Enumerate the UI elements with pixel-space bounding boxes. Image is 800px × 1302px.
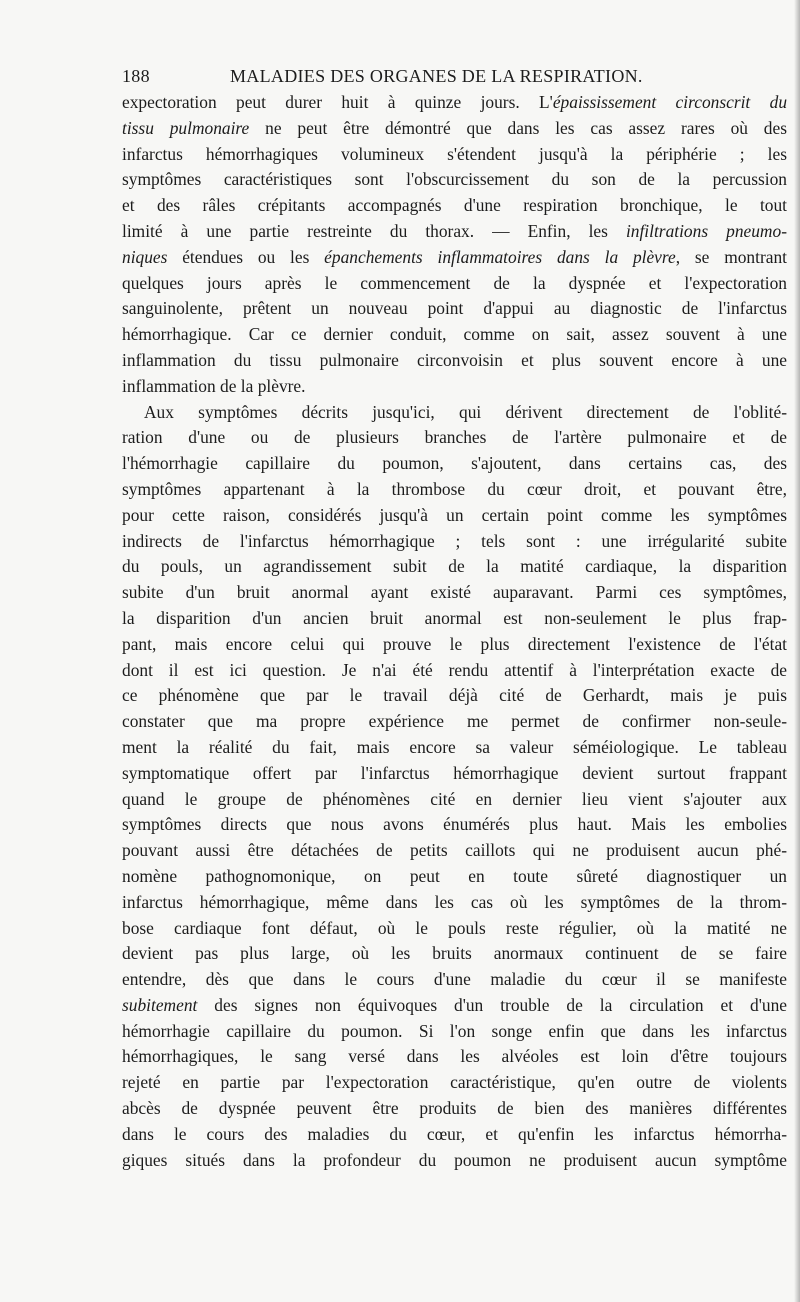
text-run: quand le groupe de phénomènes cité en dernier lieu vient s'ajouter aux xyxy=(122,788,787,809)
italic-text: tissu pulmonaire xyxy=(122,117,250,138)
text-line xyxy=(122,632,787,658)
text-run: symptômes caractéristiques sont l'obscurcissement du son de la percussion xyxy=(122,169,787,190)
text-run: du pouls, un agrandissement subit de la matité cardiaque, la disparition xyxy=(122,556,787,577)
text-run: pour cette raison, considérés jusqu'à un certain point comme les symptômes xyxy=(122,504,787,525)
text-run: ment la réalité du fait, mais encore sa valeur séméiologique. Le tableau xyxy=(122,736,787,757)
text-line xyxy=(122,322,787,348)
text-run: devient pas plus large, où les bruits anormaux continuent de se faire xyxy=(122,943,787,964)
text-line xyxy=(122,116,787,142)
running-title: MALADIES DES ORGANES DE LA RESPIRATION. xyxy=(230,66,643,86)
text-line xyxy=(122,606,787,632)
text-run: , se montrant xyxy=(675,246,787,267)
text-run: limité à une partie restreinte du thorax. — Enfin, les xyxy=(122,220,626,241)
italic-text: subitement xyxy=(122,994,198,1015)
text-line xyxy=(122,529,787,555)
text-run: quelques jours après le commencement de la dyspnée et l'expectoration xyxy=(122,272,787,293)
text-line xyxy=(122,219,787,245)
text-run: l'hémorrhagie capillaire du poumon, s'ajoutent, dans certains cas, des xyxy=(122,453,787,474)
text-line xyxy=(122,941,787,967)
text-run: giques situés dans la profondeur du poumon ne produisent aucun symptôme xyxy=(122,1149,787,1170)
text-run: des signes non équivoques d'un trouble de la circulation et d'une xyxy=(197,994,787,1015)
text-line xyxy=(122,1019,787,1045)
text-line xyxy=(122,580,787,606)
text-line xyxy=(122,503,787,529)
italic-text: niques xyxy=(122,246,168,267)
text-run: Aux symptômes décrits jusqu'ici, qui dérivent directement de l'oblité- xyxy=(144,401,787,422)
text-run: infarctus hémorrhagique, même dans les cas où les symptômes de la throm- xyxy=(122,891,787,912)
text-line xyxy=(122,271,787,297)
text-line xyxy=(122,967,787,993)
text-run: inflammation de la plèvre. xyxy=(122,375,306,396)
text-run: dont il est ici question. Je n'ai été rendu attentif à l'interprétation exacte de xyxy=(122,659,787,680)
text-line xyxy=(122,812,787,838)
text-line xyxy=(122,761,787,787)
text-run: ce phénomène que par le travail déjà cité de Gerhardt, mais je puis xyxy=(122,685,787,706)
text-line xyxy=(122,658,787,684)
text-line xyxy=(122,864,787,890)
text-run: et des râles crépitants accompagnés d'une respiration bronchique, le tout xyxy=(122,195,787,216)
text-line xyxy=(122,296,787,322)
text-line xyxy=(122,787,787,813)
text-line xyxy=(122,477,787,503)
text-line xyxy=(122,1122,787,1148)
text-run: symptômes appartenant à la thrombose du cœur droit, et pouvant être, xyxy=(122,478,787,499)
text-run: rejeté en partie par l'expectoration caractéristique, qu'en outre de violents xyxy=(122,1072,787,1093)
text-run: sanguinolente, prêtent un nouveau point d'appui au diagnostic de l'infarctus xyxy=(122,298,787,319)
text-run: inflammation du tissu pulmonaire circonvoisin et plus souvent encore à une xyxy=(122,349,787,370)
text-run: étendues ou les xyxy=(167,246,325,267)
text-line xyxy=(122,1096,787,1122)
text-line xyxy=(122,348,787,374)
text-run: entendre, dès que dans le cours d'une maladie du cœur il se manifeste xyxy=(122,969,787,990)
text-line xyxy=(122,890,787,916)
text-run: ne peut être démontré que dans les cas assez rares où des xyxy=(249,117,787,138)
text-line xyxy=(122,193,787,219)
page-edge-shadow xyxy=(794,0,800,1302)
text-line xyxy=(122,245,787,271)
text-run: symptômes directs que nous avons énumérés plus haut. Mais les embolies xyxy=(122,814,787,835)
text-line xyxy=(122,374,787,400)
text-line xyxy=(122,425,787,451)
text-run: pouvant aussi être détachées de petits caillots qui ne produisent aucun phé- xyxy=(122,840,787,861)
text-line xyxy=(122,916,787,942)
text-run: bose cardiaque font défaut, où le pouls reste régulier, où la matité ne xyxy=(122,917,787,938)
text-run: hémorrhagique. Car ce dernier conduit, comme on sait, assez souvent à une xyxy=(122,324,787,345)
page-number: 188 xyxy=(122,66,150,86)
text-line xyxy=(122,554,787,580)
text-run: infarctus hémorrhagiques volumineux s'étendent jusqu'à la périphérie ; les xyxy=(122,143,787,164)
text-line xyxy=(122,993,787,1019)
italic-text: épanchements inflammatoires dans la plèvre xyxy=(324,246,676,267)
text-run: dans le cours des maladies du cœur, et qu'enfin les infarctus hémorrha- xyxy=(122,1123,787,1144)
text-line xyxy=(122,451,787,477)
italic-text: épaississement circonscrit du xyxy=(552,92,788,112)
text-run: nomène pathognomonique, on peut en toute sûreté diagnostiquer un xyxy=(122,865,787,886)
text-run: hémorrhagie capillaire du poumon. Si l'on songe enfin que dans les infarctus xyxy=(122,1020,787,1041)
text-line xyxy=(122,1148,787,1174)
text-run: ration d'une ou de plusieurs branches de l'artère pulmonaire et de xyxy=(122,427,787,448)
text-run: pant, mais encore celui qui prouve le plus directement l'existence de l'état xyxy=(122,633,787,654)
text-run: constater que ma propre expérience me permet de confirmer non-seule- xyxy=(122,711,787,732)
text-line xyxy=(122,1070,787,1096)
text-run: la disparition d'un ancien bruit anormal est non-seulement le plus frap- xyxy=(122,607,787,628)
text-line xyxy=(122,709,787,735)
text-line xyxy=(122,90,787,116)
running-header xyxy=(122,66,722,88)
text-run: subite d'un bruit anormal ayant existé auparavant. Parmi ces symptômes, xyxy=(122,582,787,603)
text-run: expectoration peut durer huit à quinze jours. L' xyxy=(122,92,553,112)
body-text xyxy=(122,90,787,1173)
text-line xyxy=(122,167,787,193)
text-line xyxy=(122,735,787,761)
text-run: indirects de l'infarctus hémorrhagique ; tels sont : une irrégularité subite xyxy=(122,530,787,551)
text-line xyxy=(122,683,787,709)
text-line xyxy=(122,838,787,864)
text-line xyxy=(122,1044,787,1070)
text-run: abcès de dyspnée peuvent être produits de bien des manières différentes xyxy=(122,1098,787,1119)
italic-text: infiltrations pneumo- xyxy=(625,220,787,241)
text-run: hémorrhagiques, le sang versé dans les alvéoles est loin d'être toujours xyxy=(122,1046,787,1067)
text-line xyxy=(122,142,787,168)
text-run: symptomatique offert par l'infarctus hémorrhagique devient surtout frappant xyxy=(122,762,787,783)
text-line xyxy=(122,400,787,426)
